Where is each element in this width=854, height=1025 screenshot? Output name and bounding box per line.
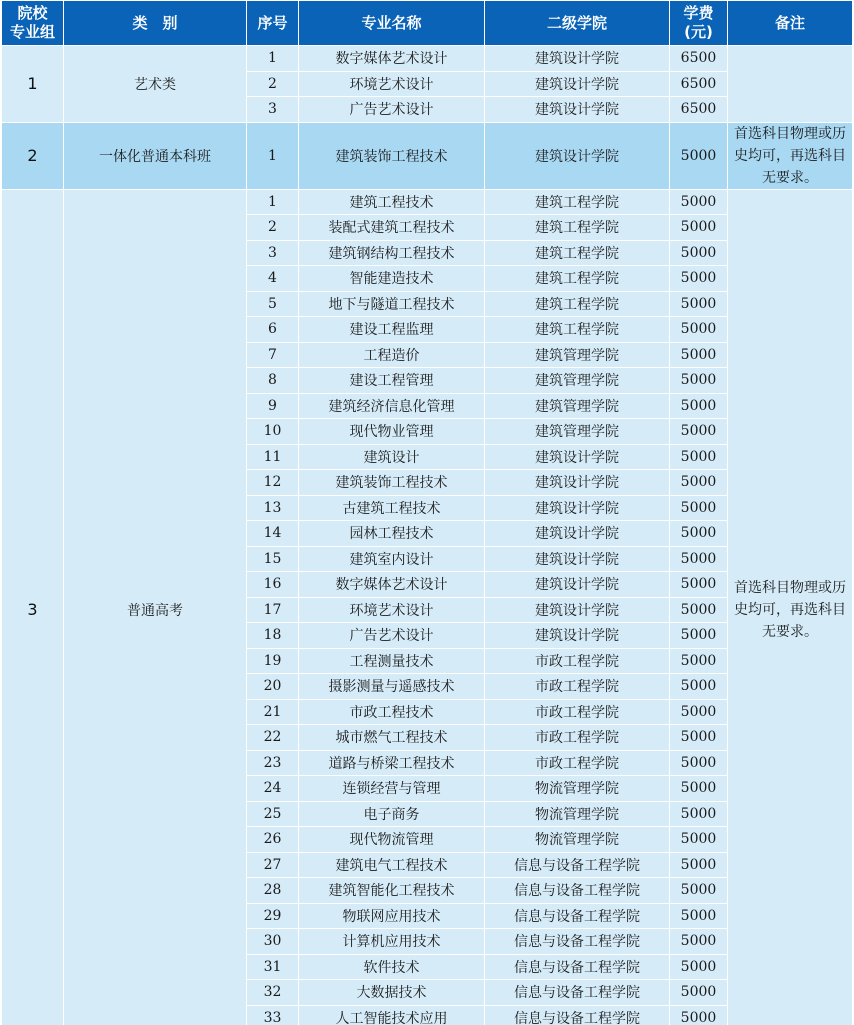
major-cell: 市政工程技术: [299, 699, 485, 725]
seq-cell: 29: [247, 903, 299, 929]
seq-cell: 9: [247, 393, 299, 419]
major-cell: 建筑装饰工程技术: [299, 470, 485, 496]
table-row: [2, 189, 853, 215]
fee-cell: 5000: [670, 674, 728, 700]
college-cell: 信息与设备工程学院: [485, 954, 670, 980]
fee-cell: 5000: [670, 852, 728, 878]
fee-cell: 5000: [670, 954, 728, 980]
fee-cell: 5000: [670, 393, 728, 419]
major-cell: 数字媒体艺术设计: [299, 572, 485, 598]
college-cell: 市政工程学院: [485, 674, 670, 700]
college-cell: 建筑设计学院: [485, 444, 670, 470]
fee-cell: 5000: [670, 546, 728, 572]
fee-cell: 5000: [670, 903, 728, 929]
fee-cell: 5000: [670, 240, 728, 266]
major-cell: 建筑设计: [299, 444, 485, 470]
college-cell: 信息与设备工程学院: [485, 903, 670, 929]
college-cell: 市政工程学院: [485, 699, 670, 725]
college-cell: 建筑设计学院: [485, 495, 670, 521]
college-cell: 建筑工程学院: [485, 266, 670, 292]
college-cell: 物流管理学院: [485, 801, 670, 827]
header-major: 专业名称: [299, 1, 485, 46]
seq-cell: 8: [247, 368, 299, 394]
major-cell: 软件技术: [299, 954, 485, 980]
major-cell: 环境艺术设计: [299, 71, 485, 97]
table-row: [2, 122, 853, 189]
major-cell: 摄影测量与遥感技术: [299, 674, 485, 700]
header-seq: 序号: [247, 1, 299, 46]
seq-cell: 3: [247, 240, 299, 266]
group-number: 3: [2, 189, 64, 1025]
header-group: [2, 1, 64, 46]
fee-cell: 5000: [670, 368, 728, 394]
college-cell: 信息与设备工程学院: [485, 852, 670, 878]
major-cell: 建筑装饰工程技术: [299, 122, 485, 189]
note-cell: 首选科目物理或历史均可，再选科目无要求。: [728, 189, 853, 1025]
table-header: [2, 1, 853, 46]
seq-cell: 22: [247, 725, 299, 751]
major-cell: 智能建造技术: [299, 266, 485, 292]
major-cell: 环境艺术设计: [299, 597, 485, 623]
college-cell: 信息与设备工程学院: [485, 929, 670, 955]
major-fee-table: [1, 0, 853, 1025]
seq-cell: 6: [247, 317, 299, 343]
fee-cell: 5000: [670, 342, 728, 368]
header-note: 备注: [728, 1, 853, 46]
major-cell: 现代物业管理: [299, 419, 485, 445]
major-cell: 园林工程技术: [299, 521, 485, 547]
seq-cell: 23: [247, 750, 299, 776]
major-cell: 建筑钢结构工程技术: [299, 240, 485, 266]
fee-cell: 5000: [670, 827, 728, 853]
category-cell: 普通高考: [64, 189, 247, 1025]
major-cell: 人工智能技术应用: [299, 1005, 485, 1025]
fee-cell: 6500: [670, 71, 728, 97]
header-fee: [670, 1, 728, 46]
seq-cell: 2: [247, 71, 299, 97]
college-cell: 建筑管理学院: [485, 393, 670, 419]
fee-cell: 5000: [670, 623, 728, 649]
seq-cell: 13: [247, 495, 299, 521]
seq-cell: 31: [247, 954, 299, 980]
fee-cell: 5000: [670, 597, 728, 623]
header-category: 类 别: [64, 1, 247, 46]
category-cell: 一体化普通本科班: [64, 122, 247, 189]
fee-cell: 5000: [670, 444, 728, 470]
seq-cell: 15: [247, 546, 299, 572]
college-cell: 建筑管理学院: [485, 342, 670, 368]
college-cell: 建筑设计学院: [485, 97, 670, 123]
college-cell: 物流管理学院: [485, 776, 670, 802]
seq-cell: 24: [247, 776, 299, 802]
major-cell: 建设工程监理: [299, 317, 485, 343]
fee-cell: 5000: [670, 776, 728, 802]
college-cell: 建筑设计学院: [485, 470, 670, 496]
header-row: [2, 1, 853, 46]
fee-cell: 5000: [670, 980, 728, 1006]
header-fee-line1: 学费: [683, 4, 714, 22]
seq-cell: 1: [247, 189, 299, 215]
header-fee-line2: (元): [684, 23, 713, 41]
header-group-line2: 专业组: [9, 23, 55, 41]
college-cell: 建筑工程学院: [485, 291, 670, 317]
seq-cell: 5: [247, 291, 299, 317]
fee-cell: 5000: [670, 470, 728, 496]
group-2-section: [2, 122, 853, 189]
seq-cell: 1: [247, 46, 299, 72]
college-cell: 建筑设计学院: [485, 521, 670, 547]
college-cell: 信息与设备工程学院: [485, 1005, 670, 1025]
major-cell: 地下与隧道工程技术: [299, 291, 485, 317]
college-cell: 建筑设计学院: [485, 572, 670, 598]
fee-cell: 5000: [670, 929, 728, 955]
college-cell: 建筑设计学院: [485, 46, 670, 72]
college-cell: 市政工程学院: [485, 648, 670, 674]
major-cell: 数字媒体艺术设计: [299, 46, 485, 72]
college-cell: 市政工程学院: [485, 750, 670, 776]
college-cell: 建筑设计学院: [485, 623, 670, 649]
major-cell: 物联网应用技术: [299, 903, 485, 929]
fee-cell: 5000: [670, 878, 728, 904]
seq-cell: 11: [247, 444, 299, 470]
seq-cell: 16: [247, 572, 299, 598]
fee-cell: 5000: [670, 648, 728, 674]
major-cell: 连锁经营与管理: [299, 776, 485, 802]
header-group-line1: 院校: [17, 4, 48, 22]
fee-cell: 5000: [670, 419, 728, 445]
major-cell: 建筑工程技术: [299, 189, 485, 215]
fee-cell: 5000: [670, 521, 728, 547]
major-cell: 广告艺术设计: [299, 97, 485, 123]
seq-cell: 14: [247, 521, 299, 547]
seq-cell: 17: [247, 597, 299, 623]
major-cell: 建筑室内设计: [299, 546, 485, 572]
seq-cell: 1: [247, 122, 299, 189]
group-number: 2: [2, 122, 64, 189]
group-3-section: [2, 189, 853, 1025]
seq-cell: 33: [247, 1005, 299, 1025]
seq-cell: 21: [247, 699, 299, 725]
college-cell: 物流管理学院: [485, 827, 670, 853]
fee-cell: 5000: [670, 495, 728, 521]
college-cell: 建筑工程学院: [485, 215, 670, 241]
fee-cell: 6500: [670, 46, 728, 72]
fee-cell: 5000: [670, 266, 728, 292]
fee-cell: 5000: [670, 699, 728, 725]
college-cell: 建筑工程学院: [485, 240, 670, 266]
college-cell: 建筑管理学院: [485, 368, 670, 394]
seq-cell: 25: [247, 801, 299, 827]
major-cell: 计算机应用技术: [299, 929, 485, 955]
major-cell: 现代物流管理: [299, 827, 485, 853]
fee-cell: 5000: [670, 725, 728, 751]
header-college: 二级学院: [485, 1, 670, 46]
seq-cell: 28: [247, 878, 299, 904]
fee-cell: 5000: [670, 317, 728, 343]
college-cell: 信息与设备工程学院: [485, 980, 670, 1006]
major-cell: 工程造价: [299, 342, 485, 368]
major-cell: 建筑电气工程技术: [299, 852, 485, 878]
major-cell: 道路与桥梁工程技术: [299, 750, 485, 776]
fee-cell: 5000: [670, 1005, 728, 1025]
major-cell: 古建筑工程技术: [299, 495, 485, 521]
seq-cell: 4: [247, 266, 299, 292]
seq-cell: 32: [247, 980, 299, 1006]
college-cell: 市政工程学院: [485, 725, 670, 751]
fee-cell: 5000: [670, 189, 728, 215]
seq-cell: 27: [247, 852, 299, 878]
fee-cell: 5000: [670, 291, 728, 317]
note-cell: [728, 46, 853, 123]
seq-cell: 12: [247, 470, 299, 496]
fee-cell: 5000: [670, 215, 728, 241]
seq-cell: 30: [247, 929, 299, 955]
seq-cell: 3: [247, 97, 299, 123]
major-cell: 大数据技术: [299, 980, 485, 1006]
seq-cell: 7: [247, 342, 299, 368]
major-cell: 城市燃气工程技术: [299, 725, 485, 751]
college-cell: 建筑设计学院: [485, 546, 670, 572]
seq-cell: 26: [247, 827, 299, 853]
major-cell: 建筑智能化工程技术: [299, 878, 485, 904]
college-cell: 信息与设备工程学院: [485, 878, 670, 904]
college-cell: 建筑设计学院: [485, 122, 670, 189]
fee-cell: 5000: [670, 122, 728, 189]
seq-cell: 10: [247, 419, 299, 445]
seq-cell: 19: [247, 648, 299, 674]
major-cell: 建筑经济信息化管理: [299, 393, 485, 419]
college-cell: 建筑工程学院: [485, 317, 670, 343]
fee-cell: 5000: [670, 750, 728, 776]
category-cell: 艺术类: [64, 46, 247, 123]
major-cell: 建设工程管理: [299, 368, 485, 394]
fee-cell: 5000: [670, 801, 728, 827]
college-cell: 建筑管理学院: [485, 419, 670, 445]
college-cell: 建筑设计学院: [485, 597, 670, 623]
seq-cell: 18: [247, 623, 299, 649]
major-cell: 电子商务: [299, 801, 485, 827]
fee-cell: 5000: [670, 572, 728, 598]
college-cell: 建筑设计学院: [485, 71, 670, 97]
table-row: [2, 46, 853, 72]
fee-cell: 6500: [670, 97, 728, 123]
major-cell: 工程测量技术: [299, 648, 485, 674]
note-cell: 首选科目物理或历史均可，再选科目无要求。: [728, 122, 853, 189]
group-number: 1: [2, 46, 64, 123]
group-1-section: [2, 46, 853, 123]
college-cell: 建筑工程学院: [485, 189, 670, 215]
major-cell: 广告艺术设计: [299, 623, 485, 649]
seq-cell: 20: [247, 674, 299, 700]
seq-cell: 2: [247, 215, 299, 241]
major-cell: 装配式建筑工程技术: [299, 215, 485, 241]
